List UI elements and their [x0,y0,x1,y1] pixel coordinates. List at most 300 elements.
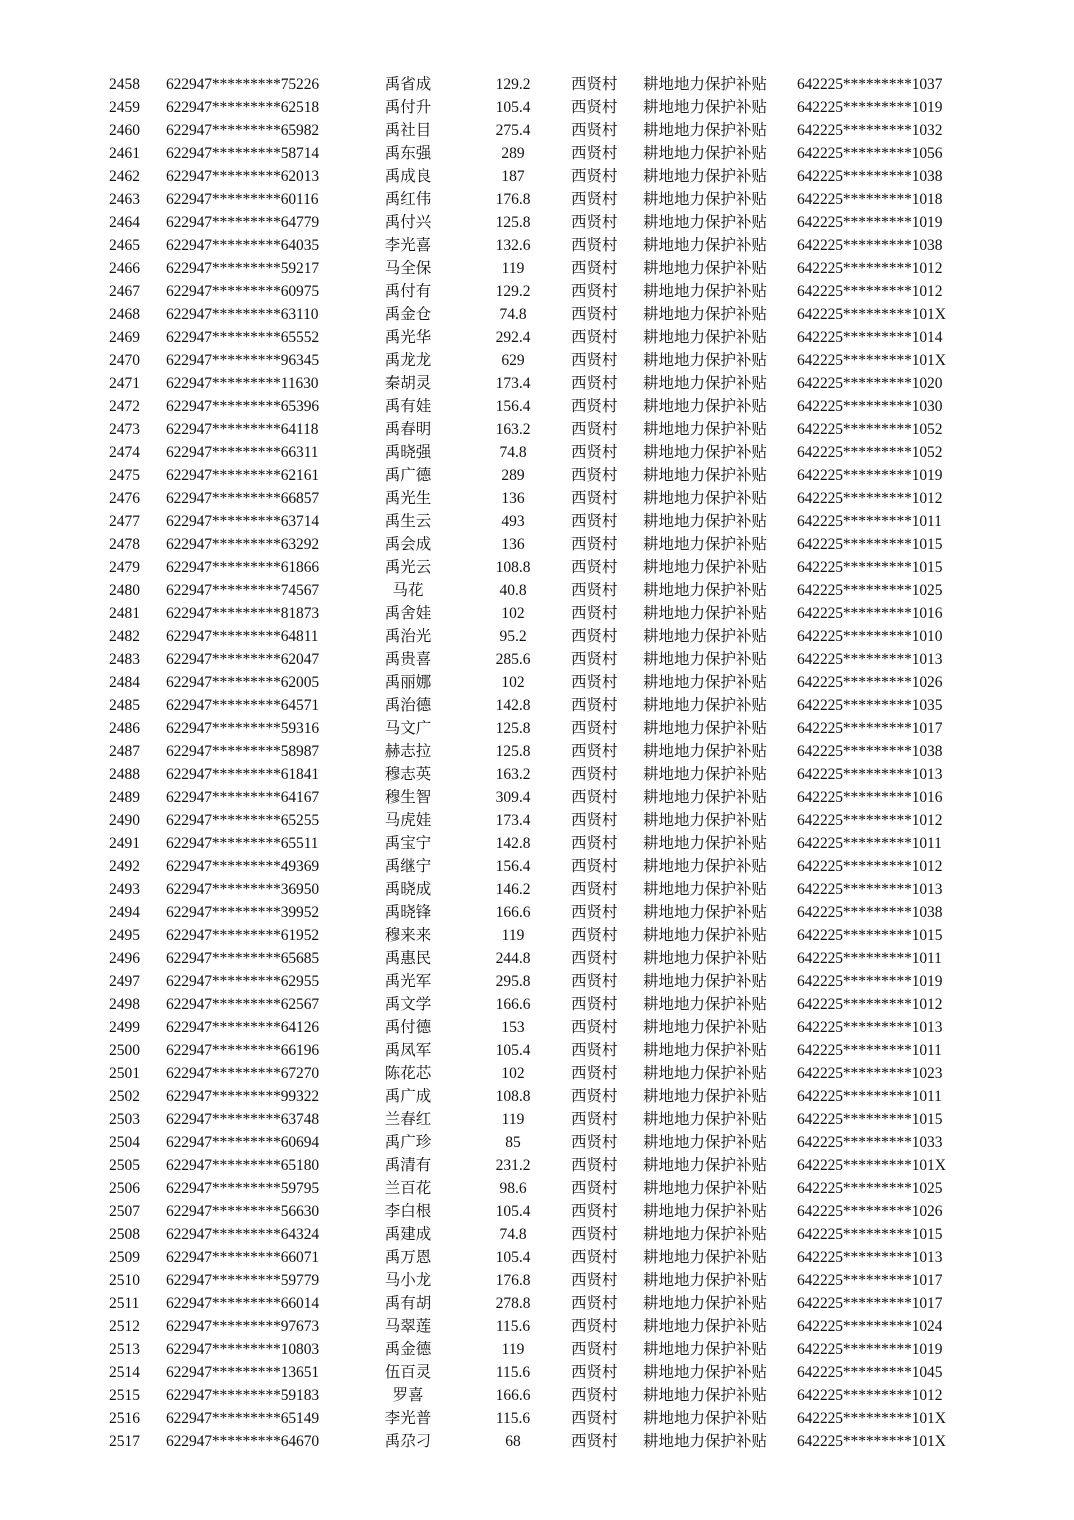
village-name: 西贤村 [571,329,618,346]
row-number: 2466 [109,260,140,277]
subsidy-type: 耕地地力保护补贴 [643,1042,768,1059]
table-row [0,395,1074,418]
id-number: 642225*********1013 [797,1249,943,1266]
id-number: 642225*********101X [797,1157,946,1174]
subsidy-amount: 136 [501,536,525,553]
row-number: 2484 [109,674,140,691]
subsidy-type: 耕地地力保护补贴 [643,973,768,990]
subsidy-amount: 105.4 [495,99,531,116]
account-number: 622947*********65552 [166,329,320,346]
row-number: 2491 [109,835,140,852]
village-name: 西贤村 [571,605,618,622]
village-name: 西贤村 [571,858,618,875]
village-name: 西贤村 [571,1180,618,1197]
subsidy-type: 耕地地力保护补贴 [643,1019,768,1036]
row-number: 2490 [109,812,140,829]
village-name: 西贤村 [571,697,618,714]
table-row [0,1177,1074,1200]
subsidy-amount: 146.2 [495,881,531,898]
village-name: 西贤村 [571,651,618,668]
subsidy-amount: 132.6 [495,237,531,254]
subsidy-type: 耕地地力保护补贴 [643,881,768,898]
account-number: 622947*********64571 [166,697,320,714]
village-name: 西贤村 [571,214,618,231]
table-row [0,73,1074,96]
recipient-name: 李光喜 [384,237,432,254]
account-number: 622947*********66857 [166,490,320,507]
recipient-name: 禹光军 [384,973,432,990]
table-row [0,556,1074,579]
id-number: 642225*********101X [797,352,946,369]
subsidy-amount: 95.2 [499,628,527,645]
subsidy-type: 耕地地力保护补贴 [643,996,768,1013]
table-row [0,855,1074,878]
subsidy-type: 耕地地力保护补贴 [643,421,768,438]
row-number: 2498 [109,996,140,1013]
subsidy-type: 耕地地力保护补贴 [643,743,768,760]
recipient-name: 李光普 [384,1410,432,1427]
table-row [0,579,1074,602]
village-name: 西贤村 [571,398,618,415]
row-number: 2487 [109,743,140,760]
id-number: 642225*********1011 [797,1042,942,1059]
subsidy-amount: 129.2 [495,76,531,93]
subsidy-amount: 105.4 [495,1249,531,1266]
village-name: 西贤村 [571,1249,618,1266]
village-name: 西贤村 [571,789,618,806]
recipient-name: 禹光生 [384,490,432,507]
table-row [0,878,1074,901]
recipient-name: 禹文学 [384,996,432,1013]
table-row [0,1085,1074,1108]
row-number: 2481 [109,605,140,622]
recipient-name: 禹治德 [384,697,432,714]
row-number: 2500 [109,1042,140,1059]
subsidy-type: 耕地地力保护补贴 [643,467,768,484]
id-number: 642225*********1015 [797,927,943,944]
row-number: 2496 [109,950,140,967]
table-row [0,1407,1074,1430]
row-number: 2459 [109,99,140,116]
table-row [0,1039,1074,1062]
subsidy-type: 耕地地力保护补贴 [643,1088,768,1105]
row-number: 2512 [109,1318,140,1335]
subsidy-type: 耕地地力保护补贴 [643,789,768,806]
village-name: 西贤村 [571,513,618,530]
table-row [0,970,1074,993]
account-number: 622947*********66311 [166,444,319,461]
subsidy-type: 耕地地力保护补贴 [643,1226,768,1243]
table-row [0,694,1074,717]
id-number: 642225*********1030 [797,398,943,415]
account-number: 622947*********58987 [166,743,320,760]
row-number: 2514 [109,1364,140,1381]
row-number: 2493 [109,881,140,898]
row-number: 2502 [109,1088,140,1105]
table-row [0,1154,1074,1177]
subsidy-amount: 119 [501,927,525,944]
recipient-name: 禹有娃 [384,398,432,415]
id-number: 642225*********1012 [797,283,943,300]
id-number: 642225*********1038 [797,904,943,921]
row-number: 2472 [109,398,140,415]
table-row [0,1315,1074,1338]
id-number: 642225*********1019 [797,214,943,231]
village-name: 西贤村 [571,950,618,967]
subsidy-type: 耕地地力保护补贴 [643,1341,768,1358]
id-number: 642225*********1025 [797,582,943,599]
village-name: 西贤村 [571,1226,618,1243]
table-row [0,349,1074,372]
account-number: 622947*********62005 [166,674,320,691]
village-name: 西贤村 [571,237,618,254]
id-number: 642225*********1038 [797,168,943,185]
subsidy-type: 耕地地力保护补贴 [643,99,768,116]
row-number: 2473 [109,421,140,438]
recipient-name: 陈花芯 [384,1065,432,1082]
subsidy-amount: 102 [501,605,525,622]
row-number: 2468 [109,306,140,323]
table-row [0,947,1074,970]
subsidy-type: 耕地地力保护补贴 [643,375,768,392]
table-row [0,326,1074,349]
recipient-name: 禹尕刁 [384,1433,432,1450]
subsidy-type: 耕地地力保护补贴 [643,651,768,668]
recipient-name: 禹晓强 [384,444,432,461]
table-row [0,119,1074,142]
village-name: 西贤村 [571,743,618,760]
subsidy-amount: 125.8 [495,214,531,231]
recipient-name: 伍百灵 [384,1364,432,1381]
table-row [0,648,1074,671]
subsidy-amount: 108.8 [495,1088,531,1105]
account-number: 622947*********75226 [166,76,320,93]
subsidy-amount: 40.8 [499,582,527,599]
id-number: 642225*********1012 [797,1387,943,1404]
account-number: 622947*********64779 [166,214,320,231]
village-name: 西贤村 [571,421,618,438]
table-row [0,211,1074,234]
subsidy-amount: 153 [501,1019,525,1036]
row-number: 2477 [109,513,140,530]
table-row [0,901,1074,924]
village-name: 西贤村 [571,444,618,461]
village-name: 西贤村 [571,490,618,507]
recipient-name: 马翠莲 [384,1318,432,1335]
village-name: 西贤村 [571,1203,618,1220]
village-name: 西贤村 [571,1019,618,1036]
village-name: 西贤村 [571,674,618,691]
table-row [0,533,1074,556]
village-name: 西贤村 [571,306,618,323]
row-number: 2510 [109,1272,140,1289]
recipient-name: 穆志英 [384,766,432,783]
table-row [0,786,1074,809]
id-number: 642225*********1016 [797,605,943,622]
subsidy-amount: 85 [505,1134,521,1151]
id-number: 642225*********1015 [797,559,943,576]
table-row [0,1062,1074,1085]
table-row [0,1430,1074,1453]
account-number: 622947*********59779 [166,1272,320,1289]
account-number: 622947*********61952 [166,927,320,944]
account-number: 622947*********62013 [166,168,320,185]
subsidy-amount: 176.8 [495,191,531,208]
account-number: 622947*********13651 [166,1364,320,1381]
recipient-name: 禹东强 [384,145,432,162]
id-number: 642225*********1019 [797,99,943,116]
account-number: 622947*********59183 [166,1387,320,1404]
row-number: 2501 [109,1065,140,1082]
recipient-name: 禹会成 [384,536,432,553]
row-number: 2471 [109,375,140,392]
subsidy-amount: 166.6 [495,1387,531,1404]
subsidy-amount: 156.4 [495,398,531,415]
village-name: 西贤村 [571,1065,618,1082]
id-number: 642225*********1045 [797,1364,943,1381]
subsidy-type: 耕地地力保护补贴 [643,628,768,645]
subsidy-type: 耕地地力保护补贴 [643,812,768,829]
recipient-name: 禹万恩 [384,1249,432,1266]
subsidy-amount: 166.6 [495,904,531,921]
subsidy-amount: 295.8 [495,973,531,990]
account-number: 622947*********39952 [166,904,320,921]
subsidy-type: 耕地地力保护补贴 [643,582,768,599]
subsidy-type: 耕地地力保护补贴 [643,1180,768,1197]
account-number: 622947*********64118 [166,421,319,438]
account-number: 622947*********81873 [166,605,320,622]
subsidy-type: 耕地地力保护补贴 [643,1111,768,1128]
recipient-name: 禹付升 [384,99,432,116]
id-number: 642225*********1018 [797,191,943,208]
subsidy-amount: 119 [501,260,525,277]
row-number: 2489 [109,789,140,806]
subsidy-amount: 108.8 [495,559,531,576]
subsidy-amount: 629 [501,352,525,369]
subsidy-type: 耕地地力保护补贴 [643,214,768,231]
table-row [0,671,1074,694]
subsidy-amount: 105.4 [495,1042,531,1059]
recipient-name: 马文广 [384,720,432,737]
subsidy-type: 耕地地力保护补贴 [643,168,768,185]
id-number: 642225*********1033 [797,1134,943,1151]
village-name: 西贤村 [571,1318,618,1335]
subsidy-type: 耕地地力保护补贴 [643,766,768,783]
account-number: 622947*********62047 [166,651,320,668]
village-name: 西贤村 [571,996,618,1013]
subsidy-amount: 244.8 [495,950,531,967]
subsidy-amount: 285.6 [495,651,531,668]
village-name: 西贤村 [571,536,618,553]
id-number: 642225*********1011 [797,513,942,530]
account-number: 622947*********62567 [166,996,320,1013]
table-row [0,602,1074,625]
table-row [0,1200,1074,1223]
account-number: 622947*********60975 [166,283,320,300]
recipient-name: 禹有胡 [384,1295,432,1312]
table-row [0,257,1074,280]
table-row [0,1223,1074,1246]
id-number: 642225*********1025 [797,1180,943,1197]
row-number: 2499 [109,1019,140,1036]
account-number: 622947*********96345 [166,352,320,369]
account-number: 622947*********62518 [166,99,320,116]
recipient-name: 禹建成 [384,1226,432,1243]
subsidy-type: 耕地地力保护补贴 [643,1134,768,1151]
recipient-name: 禹贵喜 [384,651,432,668]
subsidy-amount: 74.8 [499,444,527,461]
recipient-name: 禹宝宁 [384,835,432,852]
id-number: 642225*********1037 [797,76,943,93]
recipient-name: 李白根 [384,1203,432,1220]
subsidy-amount: 156.4 [495,858,531,875]
account-number: 622947*********65180 [166,1157,320,1174]
id-number: 642225*********101X [797,1433,946,1450]
id-number: 642225*********101X [797,1410,946,1427]
village-name: 西贤村 [571,559,618,576]
table-row [0,717,1074,740]
subsidy-type: 耕地地力保护补贴 [643,237,768,254]
account-number: 622947*********64670 [166,1433,320,1450]
recipient-name: 穆生智 [384,789,432,806]
recipient-name: 禹龙龙 [384,352,432,369]
account-number: 622947*********65149 [166,1410,320,1427]
account-number: 622947*********66014 [166,1295,320,1312]
row-number: 2486 [109,720,140,737]
village-name: 西贤村 [571,467,618,484]
account-number: 622947*********59217 [166,260,320,277]
subsidy-type: 耕地地力保护补贴 [643,1410,768,1427]
recipient-name: 马虎娃 [384,812,432,829]
id-number: 642225*********1026 [797,1203,943,1220]
table-row [0,303,1074,326]
id-number: 642225*********1011 [797,950,942,967]
recipient-name: 禹光云 [384,559,432,576]
subsidy-type: 耕地地力保护补贴 [643,1318,768,1335]
table-row [0,763,1074,786]
subsidy-amount: 115.6 [495,1410,531,1427]
subsidy-amount: 275.4 [495,122,531,139]
table-row [0,1338,1074,1361]
subsidy-amount: 142.8 [495,697,531,714]
row-number: 2504 [109,1134,140,1151]
subsidy-type: 耕地地力保护补贴 [643,559,768,576]
village-name: 西贤村 [571,720,618,737]
table-row [0,464,1074,487]
subsidy-amount: 173.4 [495,375,531,392]
id-number: 642225*********1011 [797,835,942,852]
table-row [0,809,1074,832]
table-row [0,740,1074,763]
village-name: 西贤村 [571,352,618,369]
id-number: 642225*********1038 [797,743,943,760]
account-number: 622947*********65685 [166,950,320,967]
recipient-name: 禹付德 [384,1019,432,1036]
village-name: 西贤村 [571,375,618,392]
subsidy-type: 耕地地力保护补贴 [643,858,768,875]
account-number: 622947*********61866 [166,559,320,576]
account-number: 622947*********63714 [166,513,320,530]
id-number: 642225*********1016 [797,789,943,806]
account-number: 622947*********59795 [166,1180,320,1197]
subsidy-amount: 309.4 [495,789,531,806]
id-number: 642225*********1013 [797,881,943,898]
row-number: 2511 [109,1295,140,1312]
subsidy-amount: 163.2 [495,766,531,783]
subsidy-amount: 163.2 [495,421,531,438]
row-number: 2494 [109,904,140,921]
table-row [0,924,1074,947]
account-number: 622947*********67270 [166,1065,320,1082]
recipient-name: 穆来来 [384,927,432,944]
village-name: 西贤村 [571,1042,618,1059]
subsidy-type: 耕地地力保护补贴 [643,1065,768,1082]
row-number: 2458 [109,76,140,93]
row-number: 2517 [109,1433,140,1450]
subsidy-type: 耕地地力保护补贴 [643,329,768,346]
subsidy-amount: 136 [501,490,525,507]
village-name: 西贤村 [571,122,618,139]
account-number: 622947*********99322 [166,1088,320,1105]
account-number: 622947*********63110 [166,306,319,323]
subsidy-type: 耕地地力保护补贴 [643,513,768,530]
subsidy-amount: 115.6 [495,1364,531,1381]
id-number: 642225*********1052 [797,421,943,438]
row-number: 2485 [109,697,140,714]
id-number: 642225*********1019 [797,467,943,484]
id-number: 642225*********1023 [797,1065,943,1082]
id-number: 642225*********1012 [797,490,943,507]
row-number: 2508 [109,1226,140,1243]
subsidy-type: 耕地地力保护补贴 [643,1364,768,1381]
subsidy-type: 耕地地力保护补贴 [643,927,768,944]
id-number: 642225*********1017 [797,1295,943,1312]
account-number: 622947*********10803 [166,1341,320,1358]
subsidy-amount: 105.4 [495,1203,531,1220]
account-number: 622947*********66071 [166,1249,320,1266]
row-number: 2463 [109,191,140,208]
account-number: 622947*********65982 [166,122,320,139]
subsidy-type: 耕地地力保护补贴 [643,950,768,967]
village-name: 西贤村 [571,973,618,990]
row-number: 2461 [109,145,140,162]
id-number: 642225*********1032 [797,122,943,139]
subsidy-type: 耕地地力保护补贴 [643,904,768,921]
subsidy-type: 耕地地力保护补贴 [643,674,768,691]
recipient-name: 禹成良 [384,168,432,185]
id-number: 642225*********1013 [797,766,943,783]
village-name: 西贤村 [571,1111,618,1128]
recipient-name: 兰百花 [384,1180,432,1197]
id-number: 642225*********1014 [797,329,943,346]
village-name: 西贤村 [571,1134,618,1151]
recipient-name: 禹金仓 [384,306,432,323]
table-row [0,372,1074,395]
subsidy-type: 耕地地力保护补贴 [643,1203,768,1220]
subsidy-type: 耕地地力保护补贴 [643,697,768,714]
table-row [0,142,1074,165]
village-name: 西贤村 [571,1341,618,1358]
recipient-name: 马花 [392,582,424,599]
row-number: 2505 [109,1157,140,1174]
village-name: 西贤村 [571,1387,618,1404]
recipient-name: 禹凤军 [384,1042,432,1059]
subsidy-amount: 493 [501,513,525,530]
subsidy-amount: 166.6 [495,996,531,1013]
subsidy-type: 耕地地力保护补贴 [643,191,768,208]
account-number: 622947*********49369 [166,858,320,875]
row-number: 2480 [109,582,140,599]
